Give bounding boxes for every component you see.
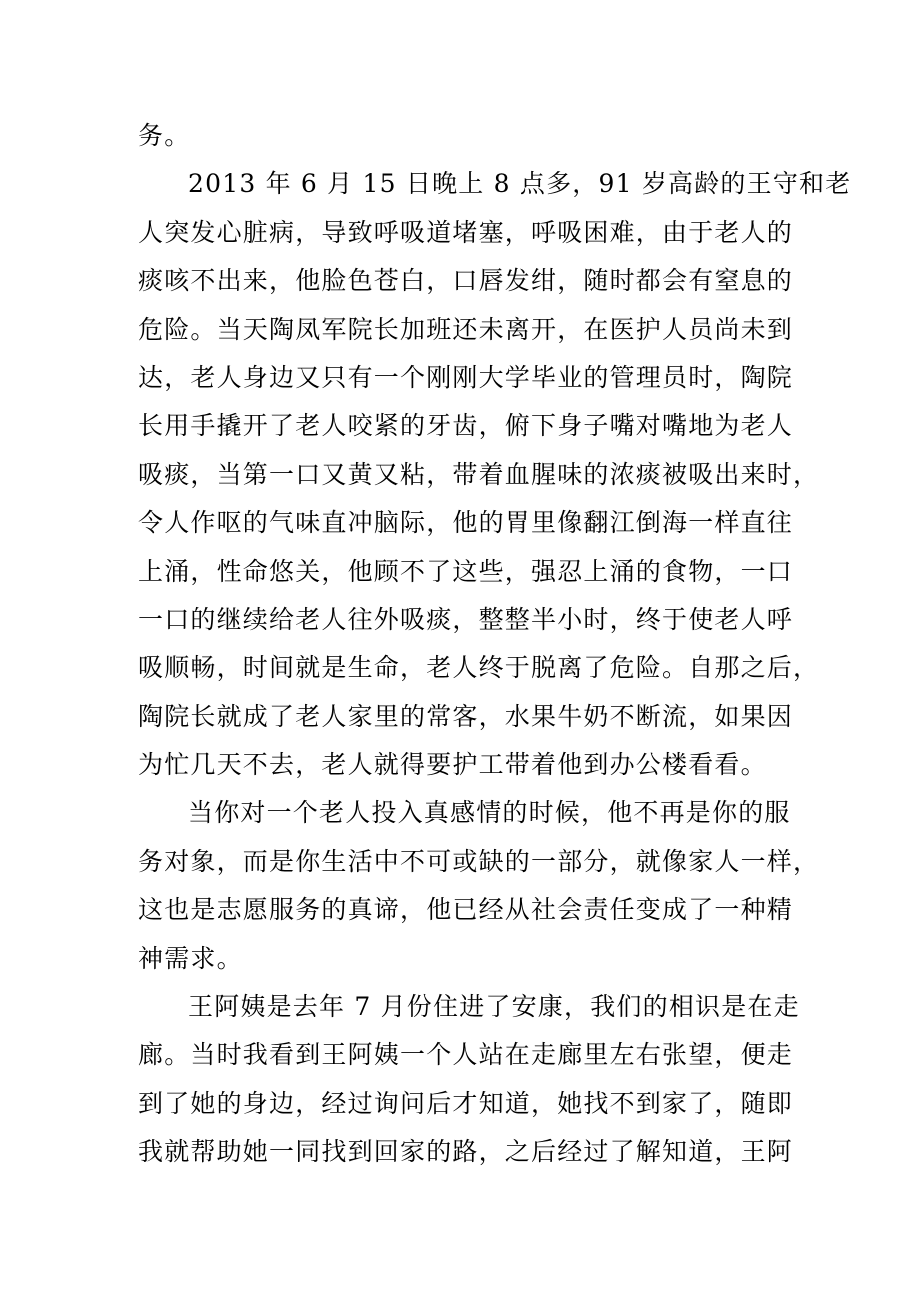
body-text [138,112,852,1177]
paragraph-auntie-wang [138,983,800,1177]
text-line: 吸痰，当第一口又黄又粘，带着血腥味的浓痰被吸出来时， [138,459,820,489]
text-line: 达，老人身边又只有一个刚刚大学毕业的管理员时，陶院 [138,362,794,392]
text-line: 廊。当时我看到王阿姨一个人站在走廊里左右张望，便走 [138,1040,794,1070]
text-line: 上涌，性命悠关，他顾不了这些，强忍上涌的食物，一口 [138,556,794,586]
text-line: 危险。当天陶凤军院长加班还未离开，在医护人员尚未到 [138,314,794,344]
text-line: 当你对一个老人投入真感情的时候，他不再是你的服 [188,798,791,828]
text-line: 神需求。 [138,943,243,973]
text-line: 务对象，而是你生活中不可或缺的一部分，就像家人一样， [138,846,820,876]
text-line: 为忙几天不去，老人就得要护工带着他到办公楼看看。 [138,750,767,780]
text-line: 人突发心脏病，导致呼吸道堵塞，呼吸困难，由于老人的 [138,217,794,247]
paragraph-heart-attack-story [138,160,852,789]
text-line: 痰咳不出来，他脸色苍白，口唇发绀，随时都会有窒息的 [138,266,794,296]
text-line: 王阿姨是去年 7 月份住进了安康，我们的相识是在走 [188,992,800,1022]
paragraph-volunteer-reflection [138,789,820,983]
text-line: 令人作呕的气味直冲脑际，他的胃里像翻江倒海一样直往 [138,508,794,538]
text-line: 吸顺畅，时间就是生命，老人终于脱离了危险。自那之后， [138,653,820,683]
text-line: 陶院长就成了老人家里的常客，水果牛奶不断流，如果因 [138,701,794,731]
text-line: 这也是志愿服务的真谛，他已经从社会责任变成了一种精 [138,895,794,925]
text-line: 到了她的身边，经过询问后才知道，她找不到家了，随即 [138,1088,794,1118]
paragraph-continuation [138,112,778,160]
text-line: 我就帮助她一同找到回家的路，之后经过了解知道，王阿 [138,1137,794,1167]
text-line: 2013 年 6 月 15 日晚上 8 点多，91 岁高龄的王守和老 [188,169,852,199]
text-line: 长用手撬开了老人咬紧的牙齿，俯下身子嘴对嘴地为老人 [138,411,794,441]
text-line: 一口的继续给老人往外吸痰，整整半小时，终于使老人呼 [138,604,794,634]
text-line: 务。 [138,121,191,150]
